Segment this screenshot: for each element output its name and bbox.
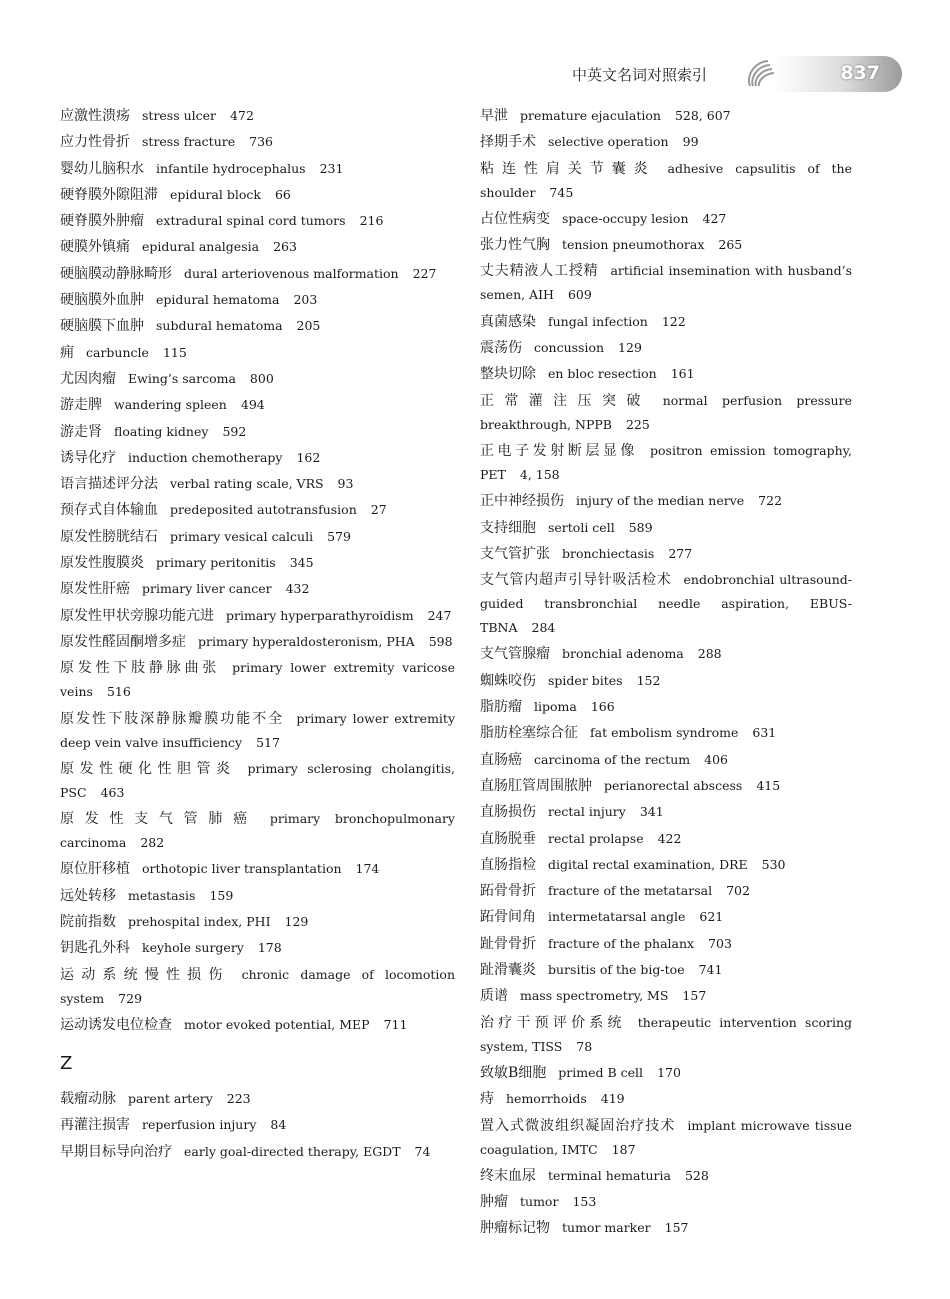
entry-page-ref: 170: [657, 1064, 681, 1080]
entry-page-ref: 494: [240, 397, 265, 413]
index-entry: [480, 439, 852, 487]
index-entry: [480, 104, 852, 128]
entry-chinese-term: 跖骨间角: [480, 909, 536, 926]
index-entry: [60, 393, 455, 417]
index-entry: [480, 984, 852, 1008]
entry-page-ref: 66: [274, 186, 291, 202]
entry-page-ref: 216: [359, 213, 384, 229]
entry-english-term: verbal rating scale, VRS: [170, 476, 324, 492]
entry-page-ref: 631: [752, 725, 777, 741]
entry-english-term: induction chemotherapy: [128, 449, 283, 465]
entry-page-ref: 415: [756, 777, 781, 793]
entry-english-term: fat embolism syndrome: [590, 725, 739, 741]
entry-chinese-term: 粘连性肩关节囊炎: [480, 160, 656, 177]
entry-page-ref: 517: [256, 734, 280, 750]
entry-chinese-term: 质谱: [480, 988, 508, 1005]
entry-chinese-term: 正中神经损伤: [480, 493, 564, 510]
entry-page-ref: 736: [249, 134, 273, 150]
entry-chinese-term: 应力性骨折: [60, 134, 130, 151]
entry-english-term: lipoma: [534, 699, 577, 715]
entry-chinese-term: 硬脊膜外隙阻滞: [60, 186, 158, 203]
entry-chinese-term: 硬膜外镇痛: [60, 239, 130, 256]
entry-chinese-term: 预存式自体输血: [60, 502, 158, 519]
index-entry: [480, 310, 852, 334]
index-entry: [480, 542, 852, 566]
entry-page-ref: 341: [639, 804, 664, 820]
section-letter-z: Z: [60, 1052, 73, 1074]
entry-chinese-term: 早泄: [480, 108, 508, 124]
entry-page-ref: 157: [664, 1220, 689, 1236]
index-entry: [480, 695, 852, 719]
index-entry: [60, 420, 455, 444]
index-entry: [60, 262, 455, 286]
entry-english-term: premature ejaculation: [520, 108, 661, 123]
entry-page-ref: 579: [327, 528, 351, 544]
entry-chinese-term: 终末血尿: [480, 1167, 536, 1184]
entry-page-ref: 93: [337, 476, 354, 492]
entry-chinese-term: 直肠肛管周围脓肿: [480, 777, 592, 794]
entry-english-term: epidural block: [170, 186, 261, 202]
entry-chinese-term: 趾滑囊炎: [480, 962, 536, 979]
entry-english-term: primary hyperaldosteronism, PHA: [198, 633, 415, 649]
entry-chinese-term: 直肠损伤: [480, 804, 536, 821]
entry-chinese-term: 载瘤动脉: [60, 1090, 116, 1107]
entry-chinese-term: 游走肾: [60, 423, 102, 440]
index-entry: [60, 525, 455, 549]
entry-english-term: primary hyperparathyroidism: [226, 607, 414, 623]
index-entry: [480, 669, 852, 693]
entry-chinese-term: 硬脑膜下血肿: [60, 318, 144, 335]
entry-chinese-term: 脂肪栓塞综合征: [480, 725, 578, 742]
entry-chinese-term: 远处转移: [60, 887, 116, 904]
entry-english-term: parent artery: [128, 1090, 213, 1106]
index-entry: [480, 721, 852, 745]
entry-page-ref: 277: [668, 545, 693, 561]
index-entry: [60, 707, 455, 755]
entry-chinese-term: 丈夫精液人工授精: [480, 263, 599, 280]
entry-page-ref: 472: [230, 108, 254, 123]
entry-english-term: bursitis of the big-toe: [548, 962, 685, 978]
entry-english-term: motor evoked potential, MEP: [184, 1016, 370, 1032]
entry-chinese-term: 占位性病变: [480, 210, 550, 227]
entry-english-term: hemorrhoids: [506, 1091, 587, 1107]
entry-english-term: Ewing’s sarcoma: [128, 370, 236, 386]
entry-chinese-term: 原发性硬化性胆管炎: [60, 760, 236, 777]
publisher-logo-icon: [744, 56, 778, 92]
entry-chinese-term: 直肠癌: [480, 751, 522, 768]
entry-english-term: normal perfusion pressure breakthrough, NPPB: [480, 392, 852, 432]
running-title: 中英文名词对照索引: [572, 66, 708, 84]
index-entry: [480, 1190, 852, 1214]
index-entry: [60, 1013, 455, 1037]
index-entry: [480, 489, 852, 513]
index-entry: [60, 656, 455, 704]
entry-chinese-term: 置入式微波组织凝固治疗技术: [480, 1117, 676, 1134]
entry-english-term: orthotopic liver transplantation: [142, 861, 342, 877]
left-column: [60, 104, 455, 1166]
entry-chinese-term: 支气管内超声引导针吸活检术: [480, 572, 672, 589]
entry-english-term: predeposited autotransfusion: [170, 502, 357, 518]
entry-english-term: prehospital index, PHI: [128, 914, 271, 930]
index-entry: [60, 551, 455, 575]
index-entry: [60, 1113, 455, 1137]
entry-english-term: primary sclerosing cholangitis, PSC: [60, 760, 456, 800]
right-column: [480, 104, 852, 1243]
entry-chinese-term: 诱导化疗: [60, 449, 116, 466]
page-number: 837: [840, 62, 880, 84]
entry-page-ref: 432: [285, 581, 310, 597]
index-entry: [480, 958, 852, 982]
index-entry: [60, 341, 455, 365]
entry-page-ref: 463: [100, 784, 125, 800]
entry-page-ref: 345: [289, 555, 314, 571]
entry-page-ref: 159: [209, 887, 234, 903]
page-header: [560, 54, 950, 96]
entry-english-term: therapeutic intervention scoring system, TISS: [480, 1014, 853, 1054]
entry-page-ref: 225: [625, 416, 650, 432]
entry-page-ref: 528, 607: [674, 108, 731, 123]
entry-english-term: rectal injury: [548, 804, 626, 820]
entry-chinese-term: 原发性腹膜炎: [60, 555, 144, 572]
entry-page-ref: 78: [576, 1038, 593, 1054]
entry-english-term: endobronchial ultrasound-guided transbronchial needle aspiration, EBUS-TBNA: [480, 572, 852, 636]
entry-page-ref: 516: [106, 684, 131, 700]
index-entry: [60, 807, 455, 855]
entry-english-term: primary bronchopulmonary carcinoma: [60, 811, 455, 851]
entry-english-term: stress ulcer: [142, 108, 217, 123]
entry-page-ref: 265: [718, 237, 743, 253]
entry-page-ref: 187: [611, 1141, 636, 1157]
entry-english-term: intermetatarsal angle: [548, 909, 686, 925]
entry-page-ref: 530: [761, 856, 786, 872]
entry-page-ref: 422: [657, 830, 682, 846]
entry-page-ref: 122: [661, 313, 686, 329]
index-entry: [480, 568, 852, 640]
entry-page-ref: 203: [293, 292, 318, 308]
entry-page-ref: 247: [427, 607, 452, 623]
index-entry: [480, 130, 852, 154]
entry-page-ref: 152: [636, 672, 661, 688]
entry-chinese-term: 正电子发射断层显像: [480, 442, 638, 459]
entry-english-term: perianorectal abscess: [604, 777, 743, 793]
index-entry: [480, 233, 852, 257]
entry-english-term: reperfusion injury: [142, 1117, 257, 1133]
entry-chinese-term: 真菌感染: [480, 313, 536, 330]
index-entry: [60, 936, 455, 960]
entry-chinese-term: 支持细胞: [480, 519, 536, 536]
index-entry: [60, 235, 455, 259]
entry-english-term: stress fracture: [142, 134, 236, 150]
index-entry: [480, 1011, 852, 1059]
entry-english-term: carbuncle: [86, 344, 149, 360]
entry-english-term: positron emission tomography, PET: [480, 442, 853, 482]
index-list-right: [480, 104, 852, 1240]
entry-english-term: epidural hematoma: [156, 292, 280, 308]
index-entry: [60, 446, 455, 470]
entry-english-term: terminal hematuria: [548, 1167, 671, 1183]
index-entry: [480, 1164, 852, 1188]
index-entry: [480, 362, 852, 386]
entry-english-term: fracture of the metatarsal: [548, 883, 713, 899]
entry-page-ref: 703: [708, 935, 732, 951]
entry-chinese-term: 婴幼儿脑积水: [60, 160, 144, 177]
entry-page-ref: 800: [249, 370, 274, 386]
entry-chinese-term: 钥匙孔外科: [60, 940, 130, 957]
index-entry: [480, 1114, 852, 1162]
entry-page-ref: 592: [222, 423, 247, 439]
entry-page-ref: 27: [370, 502, 387, 518]
entry-english-term: tumor marker: [562, 1220, 651, 1236]
index-entry: [480, 748, 852, 772]
entry-english-term: floating kidney: [114, 423, 209, 439]
index-entry: [480, 389, 852, 437]
entry-page-ref: 745: [549, 184, 574, 200]
entry-chinese-term: 院前指数: [60, 914, 116, 931]
entry-english-term: primary lower extremity varicose veins: [60, 660, 455, 700]
entry-page-ref: 157: [682, 988, 707, 1004]
entry-english-term: en bloc resection: [548, 366, 657, 382]
index-entry: [60, 130, 455, 154]
entry-page-ref: 419: [600, 1091, 625, 1107]
entry-chinese-term: 震荡伤: [480, 340, 522, 357]
entry-english-term: bronchiectasis: [562, 545, 655, 561]
index-entry: [480, 1061, 852, 1085]
entry-page-ref: 227: [412, 265, 437, 281]
entry-chinese-term: 治疗干预评价系统: [480, 1014, 626, 1031]
entry-page-ref: 427: [702, 210, 727, 226]
entry-english-term: keyhole surgery: [142, 940, 244, 956]
entry-page-ref: 589: [628, 519, 653, 535]
entry-chinese-term: 痈: [60, 344, 74, 361]
entry-page-ref: 74: [414, 1143, 431, 1159]
index-entry: [480, 932, 852, 956]
entry-chinese-term: 脂肪瘤: [480, 699, 522, 716]
entry-chinese-term: 原发性肝癌: [60, 581, 130, 598]
entry-english-term: primary lower extremity deep vein valve insufficiency: [60, 710, 456, 750]
entry-chinese-term: 直肠指检: [480, 856, 536, 873]
entry-chinese-term: 运动系统慢性损伤: [60, 966, 230, 983]
index-entry: [60, 577, 455, 601]
entry-page-ref: 528: [684, 1167, 709, 1183]
entry-chinese-term: 硬脑膜外血肿: [60, 292, 144, 309]
entry-page-ref: 284: [531, 620, 556, 636]
entry-chinese-term: 原发性醛固酮增多症: [60, 633, 186, 650]
index-entry: [60, 183, 455, 207]
entry-chinese-term: 原发性支气管肺癌: [60, 811, 258, 828]
entry-page-ref: 741: [698, 962, 723, 978]
entry-chinese-term: 支气管腺瘤: [480, 646, 550, 663]
index-entry: [60, 367, 455, 391]
entry-page-ref: 153: [572, 1194, 597, 1210]
entry-english-term: tension pneumothorax: [562, 237, 705, 253]
entry-chinese-term: 原发性下肢静脉曲张: [60, 660, 221, 677]
entry-chinese-term: 正常灌注压突破: [480, 392, 651, 409]
index-entry: [60, 157, 455, 181]
entry-chinese-term: 趾骨骨折: [480, 935, 536, 952]
entry-english-term: primary liver cancer: [142, 581, 272, 597]
entry-english-term: primed B cell: [558, 1064, 644, 1080]
entry-english-term: chronic damage of locomotion system: [60, 966, 456, 1006]
entry-page-ref: 4, 158: [519, 466, 560, 482]
entry-english-term: subdural hematoma: [156, 318, 283, 334]
index-entry: [60, 472, 455, 496]
entry-chinese-term: 尤因肉瘤: [60, 370, 116, 387]
entry-english-term: metastasis: [128, 887, 196, 903]
entry-chinese-term: 跖骨骨折: [480, 883, 536, 900]
entry-chinese-term: 致敏B细胞: [480, 1064, 547, 1081]
entry-english-term: primary vesical calculi: [170, 528, 314, 544]
entry-chinese-term: 肿瘤: [480, 1194, 508, 1211]
entry-english-term: rectal prolapse: [548, 830, 644, 846]
entry-english-term: early goal-directed therapy, EGDT: [184, 1143, 401, 1159]
index-entry: [60, 1087, 455, 1111]
entry-chinese-term: 原发性下肢深静脉瓣膜功能不全: [60, 710, 285, 727]
entry-page-ref: 263: [273, 239, 297, 255]
entry-english-term: fungal infection: [548, 313, 648, 329]
entry-english-term: bronchial adenoma: [562, 646, 684, 662]
entry-page-ref: 621: [699, 909, 724, 925]
entry-page-ref: 161: [670, 366, 695, 382]
entry-english-term: infantile hydrocephalus: [156, 160, 306, 176]
entry-english-term: sertoli cell: [548, 519, 615, 535]
entry-english-term: spider bites: [548, 672, 623, 688]
index-entry: [60, 1140, 455, 1164]
index-entry: [480, 336, 852, 360]
index-entry: [480, 879, 852, 903]
entry-page-ref: 609: [567, 287, 592, 303]
entry-chinese-term: 蜘蛛咬伤: [480, 672, 536, 689]
entry-chinese-term: 原发性甲状旁腺功能亢进: [60, 607, 214, 624]
index-entry: [60, 884, 455, 908]
entry-page-ref: 129: [284, 914, 309, 930]
entry-page-ref: 729: [118, 990, 143, 1006]
entry-page-ref: 702: [726, 883, 750, 899]
entry-english-term: epidural analgesia: [142, 239, 260, 255]
entry-page-ref: 288: [697, 646, 722, 662]
index-entry: [480, 259, 852, 307]
index-entry: [480, 827, 852, 851]
index-entry: [480, 207, 852, 231]
page-number-tab: [774, 56, 902, 92]
index-entry: [480, 800, 852, 824]
index-entry: [60, 314, 455, 338]
entry-chinese-term: 再灌注损害: [60, 1117, 130, 1134]
entry-page-ref: 282: [140, 835, 165, 851]
entry-english-term: digital rectal examination, DRE: [548, 856, 748, 872]
entry-page-ref: 406: [704, 751, 729, 767]
entry-english-term: adhesive capsulitis of the shoulder: [480, 160, 853, 200]
entry-chinese-term: 应激性溃疡: [60, 108, 130, 124]
entry-chinese-term: 直肠脱垂: [480, 830, 536, 847]
index-entry: [60, 857, 455, 881]
index-entry: [60, 209, 455, 233]
index-entry: [60, 498, 455, 522]
entry-chinese-term: 支气管扩张: [480, 545, 550, 562]
entry-chinese-term: 硬脊膜外肿瘤: [60, 213, 144, 230]
entry-chinese-term: 张力性气胸: [480, 237, 550, 254]
entry-english-term: carcinoma of the rectum: [534, 751, 691, 767]
index-entry: [480, 905, 852, 929]
entry-page-ref: 178: [257, 940, 282, 956]
entry-chinese-term: 整块切除: [480, 366, 536, 383]
entry-english-term: selective operation: [548, 134, 669, 150]
entry-chinese-term: 语言描述评分法: [60, 476, 158, 493]
entry-page-ref: 99: [682, 134, 699, 150]
entry-page-ref: 84: [270, 1117, 287, 1133]
index-entry: [480, 157, 852, 205]
entry-chinese-term: 择期手术: [480, 134, 536, 151]
entry-page-ref: 223: [226, 1090, 251, 1106]
entry-english-term: primary peritonitis: [156, 555, 276, 571]
entry-page-ref: 722: [758, 493, 783, 509]
entry-english-term: concussion: [534, 340, 605, 356]
entry-english-term: artificial insemination with husband’s semen, AIH: [480, 263, 852, 303]
index-entry: [480, 642, 852, 666]
index-entry: [480, 774, 852, 798]
index-list-z: [60, 1087, 455, 1164]
index-entry: [480, 853, 852, 877]
entry-chinese-term: 游走脾: [60, 397, 102, 414]
entry-chinese-term: 肿瘤标记物: [480, 1220, 550, 1237]
entry-page-ref: 598: [428, 633, 453, 649]
index-list-left: [60, 104, 455, 1037]
index-entry: [60, 104, 455, 128]
entry-english-term: space-occupy lesion: [562, 210, 689, 226]
entry-page-ref: 174: [355, 861, 380, 877]
entry-chinese-term: 痔: [480, 1091, 494, 1108]
entry-page-ref: 231: [319, 160, 344, 176]
entry-english-term: mass spectrometry, MS: [520, 988, 669, 1004]
entry-page-ref: 205: [296, 318, 321, 334]
entry-page-ref: 115: [162, 344, 187, 360]
entry-chinese-term: 运动诱发电位检查: [60, 1016, 172, 1033]
entry-page-ref: 162: [296, 449, 321, 465]
entry-english-term: injury of the median nerve: [576, 493, 745, 509]
entry-chinese-term: 硬脑膜动静脉畸形: [60, 265, 172, 282]
entry-english-term: wandering spleen: [114, 397, 227, 413]
entry-chinese-term: 原发性膀胱结石: [60, 528, 158, 545]
entry-chinese-term: 原位肝移植: [60, 861, 130, 878]
index-entry: [60, 910, 455, 934]
entry-english-term: dural arteriovenous malformation: [184, 265, 399, 281]
entry-chinese-term: 早期目标导向治疗: [60, 1143, 172, 1160]
index-entry: [60, 963, 455, 1011]
index-entry: [480, 1087, 852, 1111]
index-entry: [480, 1216, 852, 1240]
index-entry: [480, 516, 852, 540]
entry-english-term: fracture of the phalanx: [548, 935, 695, 951]
entry-english-term: implant microwave tissue coagulation, IMTC: [480, 1117, 852, 1157]
index-entry: [60, 757, 455, 805]
index-entry: [60, 604, 455, 628]
entry-english-term: extradural spinal cord tumors: [156, 213, 346, 229]
entry-page-ref: 129: [618, 340, 642, 356]
entry-english-term: tumor: [520, 1194, 559, 1210]
index-entry: [60, 630, 455, 654]
entry-page-ref: 166: [590, 699, 615, 715]
entry-page-ref: 711: [383, 1016, 408, 1032]
index-entry: [60, 288, 455, 312]
